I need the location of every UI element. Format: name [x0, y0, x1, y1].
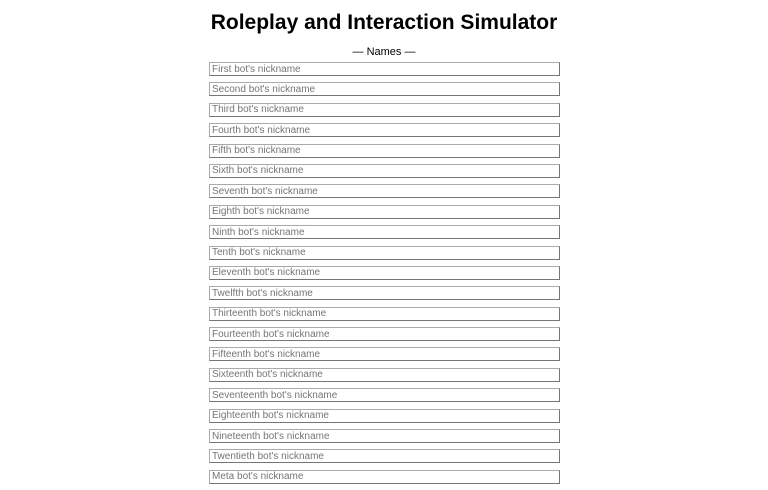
- page-title: Roleplay and Interaction Simulator: [210, 11, 558, 34]
- bot-nickname-input-19[interactable]: [209, 429, 560, 443]
- bot-nickname-input-1[interactable]: [209, 62, 560, 76]
- bot-nickname-input-20[interactable]: [209, 449, 560, 463]
- bot-nickname-input-15[interactable]: [209, 347, 560, 361]
- meta-bot-nickname-input[interactable]: [209, 470, 560, 484]
- bot-nickname-input-10[interactable]: [209, 246, 560, 260]
- bot-nickname-input-3[interactable]: [209, 103, 560, 117]
- bot-nickname-input-13[interactable]: [209, 307, 560, 321]
- bot-nickname-input-6[interactable]: [209, 164, 560, 178]
- bot-nickname-input-2[interactable]: [209, 82, 560, 96]
- bot-nickname-input-5[interactable]: [209, 144, 560, 158]
- bot-nickname-input-18[interactable]: [209, 409, 560, 423]
- bot-nickname-input-9[interactable]: [209, 225, 560, 239]
- bot-nickname-input-7[interactable]: [209, 184, 560, 198]
- bot-nickname-input-16[interactable]: [209, 368, 560, 382]
- names-section-legend: — Names —: [352, 46, 416, 58]
- bot-nickname-input-12[interactable]: [209, 286, 560, 300]
- bot-nickname-input-4[interactable]: [209, 123, 560, 137]
- bot-nickname-input-17[interactable]: [209, 388, 560, 402]
- bot-nickname-input-11[interactable]: [209, 266, 560, 280]
- bot-nickname-input-14[interactable]: [209, 327, 560, 341]
- names-section: [209, 62, 560, 490]
- bot-nickname-input-8[interactable]: [209, 205, 560, 219]
